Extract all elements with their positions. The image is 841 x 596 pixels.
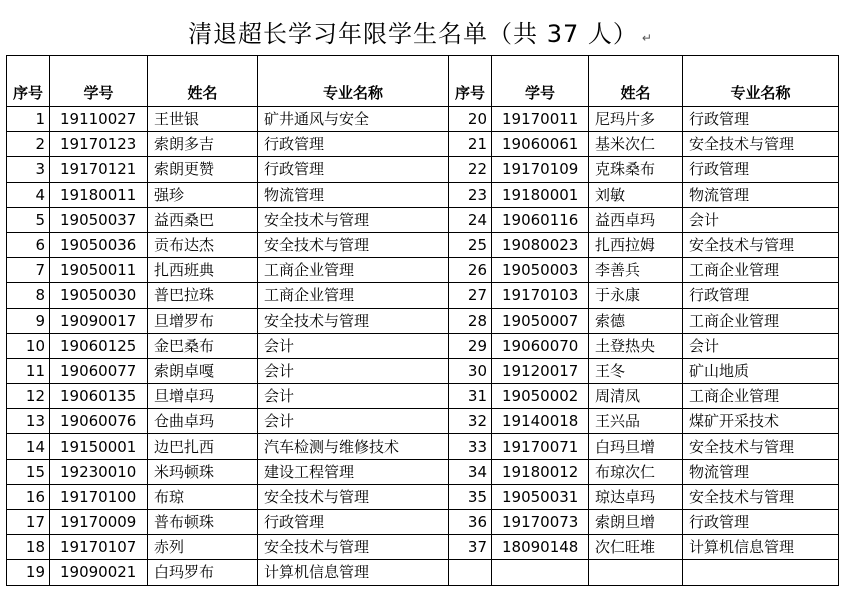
cell-no-left: 16 [7,484,50,509]
header-no-right: 序号 [449,56,492,107]
cell-name-left: 赤列 [148,535,258,560]
cell-no-left: 6 [7,232,50,257]
cell-major-left: 会计 [258,358,449,383]
cell-name-left: 贡布达杰 [148,232,258,257]
cell-id-right: 19050007 [492,308,589,333]
cell-id-left: 19170107 [50,535,148,560]
header-id-left-text: 学号 [83,84,114,102]
cell-major-right: 计算机信息管理 [683,535,839,560]
cell-name-right: 尼玛片多 [589,107,683,132]
cell-name-left: 米玛顿珠 [148,459,258,484]
header-id-right [492,56,589,107]
cell-id-left: 19060077 [50,358,148,383]
cell-no-left: 9 [7,308,50,333]
cell-no-right: 23 [449,182,492,207]
table-row [7,308,839,333]
cell-major-left: 会计 [258,409,449,434]
cell-major-right: 行政管理 [683,510,839,535]
cell-id-left: 19090017 [50,308,148,333]
cell-no-left: 4 [7,182,50,207]
cell-id-left: 19050037 [50,207,148,232]
cell-no-left: 19 [7,560,50,585]
table-row [7,283,839,308]
cell-major-left: 行政管理 [258,132,449,157]
cell-id-right: 19050003 [492,258,589,283]
cell-name-left: 仓曲卓玛 [148,409,258,434]
cell-name-right: 布琼次仁 [589,459,683,484]
cell-name-right: 益西卓玛 [589,207,683,232]
cell-id-right: 19170109 [492,157,589,182]
cell-name-left: 索朗卓嘎 [148,358,258,383]
cell-name-right: 琼达卓玛 [589,484,683,509]
cell-id-left: 19230010 [50,459,148,484]
cell-major-right: 会计 [683,333,839,358]
header-name-left-text: 姓名 [187,84,218,102]
table-row [7,107,839,132]
cell-name-right: 刘敏 [589,182,683,207]
cell-no-left: 8 [7,283,50,308]
table-row [7,333,839,358]
cell-id-left: 19170100 [50,484,148,509]
cell-id-right: 19180012 [492,459,589,484]
cell-id-right: 19060070 [492,333,589,358]
cell-no-right: 33 [449,434,492,459]
cell-name-left: 旦增罗布 [148,308,258,333]
header-id-right-text: 学号 [524,84,555,102]
cell-name-left: 扎西班典 [148,258,258,283]
cell-name-right: 土登热央 [589,333,683,358]
table-row [7,535,839,560]
cell-major-left: 安全技术与管理 [258,535,449,560]
cell-major-left: 工商企业管理 [258,258,449,283]
header-major-left [258,56,449,107]
cell-major-left: 行政管理 [258,157,449,182]
table-row [7,434,839,459]
cell-name-right: 索德 [589,308,683,333]
cell-major-left: 会计 [258,384,449,409]
cell-name-right: 李善兵 [589,258,683,283]
cell-id-left: 19170123 [50,132,148,157]
cell-id-left: 19050030 [50,283,148,308]
cell-id-left: 19150001 [50,434,148,459]
cell-major-left: 物流管理 [258,182,449,207]
cell-no-right [449,560,492,585]
cell-no-right: 26 [449,258,492,283]
header-name-right [589,56,683,107]
cell-major-left: 汽车检测与维修技术 [258,434,449,459]
cell-no-left: 15 [7,459,50,484]
cell-no-right: 28 [449,308,492,333]
cell-major-left: 行政管理 [258,510,449,535]
table-row [7,560,839,585]
table-row [7,132,839,157]
cell-major-left: 安全技术与管理 [258,232,449,257]
cell-no-right: 24 [449,207,492,232]
cell-major-right: 安全技术与管理 [683,232,839,257]
cell-no-right: 20 [449,107,492,132]
cell-no-right: 25 [449,232,492,257]
cell-major-left: 计算机信息管理 [258,560,449,585]
cell-name-right: 白玛旦增 [589,434,683,459]
cell-name-left: 索朗更赞 [148,157,258,182]
cell-no-right: 34 [449,459,492,484]
header-id-left [50,56,148,107]
table-row [7,510,839,535]
cell-no-right: 31 [449,384,492,409]
table-row [7,207,839,232]
cell-major-left: 工商企业管理 [258,283,449,308]
cell-name-right: 周清凤 [589,384,683,409]
cell-no-right: 29 [449,333,492,358]
cell-id-left: 19050011 [50,258,148,283]
cell-no-left: 7 [7,258,50,283]
cell-id-right: 19170073 [492,510,589,535]
cell-major-right: 安全技术与管理 [683,484,839,509]
table-row [7,358,839,383]
document-title-text: 清退超长学习年限学生名单（共 37 人） [188,20,638,48]
cell-major-right: 矿山地质 [683,358,839,383]
cell-major-right: 物流管理 [683,459,839,484]
cell-name-right: 克珠桑布 [589,157,683,182]
cell-name-right: 王冬 [589,358,683,383]
cell-id-left: 19060076 [50,409,148,434]
cell-id-left: 19170009 [50,510,148,535]
cell-id-right: 19060116 [492,207,589,232]
cell-no-left: 18 [7,535,50,560]
cell-name-right: 扎西拉姆 [589,232,683,257]
cell-no-left: 11 [7,358,50,383]
cell-id-left: 19050036 [50,232,148,257]
cell-name-right: 基米次仁 [589,132,683,157]
cell-id-right [492,560,589,585]
student-roster-table [6,55,839,586]
cell-no-right: 35 [449,484,492,509]
header-major-right-text: 专业名称 [730,84,791,102]
cell-major-right: 会计 [683,207,839,232]
table-row [7,484,839,509]
cell-id-right: 19180001 [492,182,589,207]
cell-no-left: 17 [7,510,50,535]
cell-major-right: 安全技术与管理 [683,132,839,157]
cell-id-right: 19170071 [492,434,589,459]
cell-id-right: 19120017 [492,358,589,383]
cell-name-left: 普巴拉珠 [148,283,258,308]
cell-name-left: 索朗多吉 [148,132,258,157]
cell-major-right: 行政管理 [683,157,839,182]
cell-major-left: 安全技术与管理 [258,207,449,232]
cell-id-left: 19170121 [50,157,148,182]
table-row [7,182,839,207]
table-header-row [7,56,839,107]
header-major-right [683,56,839,107]
cell-no-left: 10 [7,333,50,358]
cell-no-right: 27 [449,283,492,308]
header-major-left-text: 专业名称 [322,84,383,102]
header-name-left [148,56,258,107]
cell-id-right: 19140018 [492,409,589,434]
cell-major-left: 建设工程管理 [258,459,449,484]
cell-name-left: 强珍 [148,182,258,207]
cell-id-right: 19050002 [492,384,589,409]
table-row [7,232,839,257]
cell-id-right: 18090148 [492,535,589,560]
cell-id-right: 19080023 [492,232,589,257]
cell-no-right: 30 [449,358,492,383]
cell-no-left: 2 [7,132,50,157]
table-row [7,459,839,484]
cell-no-left: 3 [7,157,50,182]
cell-name-right: 索朗旦增 [589,510,683,535]
cell-no-right: 22 [449,157,492,182]
cell-major-right: 工商企业管理 [683,258,839,283]
cell-major-right: 工商企业管理 [683,308,839,333]
cell-major-left: 矿井通风与安全 [258,107,449,132]
cell-no-left: 5 [7,207,50,232]
cell-name-left: 金巴桑布 [148,333,258,358]
cell-major-right: 物流管理 [683,182,839,207]
cell-name-right [589,560,683,585]
cell-no-right: 21 [449,132,492,157]
cell-name-left: 普布顿珠 [148,510,258,535]
cell-id-right: 19170103 [492,283,589,308]
cell-id-left: 19060125 [50,333,148,358]
cell-major-right: 工商企业管理 [683,384,839,409]
cell-no-left: 13 [7,409,50,434]
cell-name-left: 益西桑巴 [148,207,258,232]
cell-major-right: 煤矿开采技术 [683,409,839,434]
cell-name-left: 布琼 [148,484,258,509]
paragraph-mark-icon: ↵ [641,31,653,45]
cell-major-left: 安全技术与管理 [258,484,449,509]
cell-no-right: 36 [449,510,492,535]
header-no-left: 序号 [7,56,50,107]
header-name-right-text: 姓名 [620,84,651,102]
cell-major-left: 安全技术与管理 [258,308,449,333]
cell-name-left: 边巴扎西 [148,434,258,459]
cell-id-right: 19050031 [492,484,589,509]
table-row [7,409,839,434]
cell-id-right: 19170011 [492,107,589,132]
cell-major-right: 安全技术与管理 [683,434,839,459]
table-row [7,384,839,409]
cell-name-right: 王兴品 [589,409,683,434]
cell-id-left: 19090021 [50,560,148,585]
table-body [7,107,839,586]
cell-id-left: 19180011 [50,182,148,207]
cell-no-left: 1 [7,107,50,132]
cell-id-left: 19110027 [50,107,148,132]
cell-no-left: 14 [7,434,50,459]
cell-no-right: 37 [449,535,492,560]
cell-name-left: 王世银 [148,107,258,132]
cell-id-right: 19060061 [492,132,589,157]
cell-no-right: 32 [449,409,492,434]
cell-no-left: 12 [7,384,50,409]
cell-name-right: 于永康 [589,283,683,308]
cell-name-right: 次仁旺堆 [589,535,683,560]
cell-major-left: 会计 [258,333,449,358]
cell-major-right: 行政管理 [683,283,839,308]
cell-major-right: 行政管理 [683,107,839,132]
table-row [7,258,839,283]
cell-major-right [683,560,839,585]
document-title [0,14,841,49]
cell-name-left: 白玛罗布 [148,560,258,585]
cell-id-left: 19060135 [50,384,148,409]
table-row [7,157,839,182]
cell-name-left: 旦增卓玛 [148,384,258,409]
